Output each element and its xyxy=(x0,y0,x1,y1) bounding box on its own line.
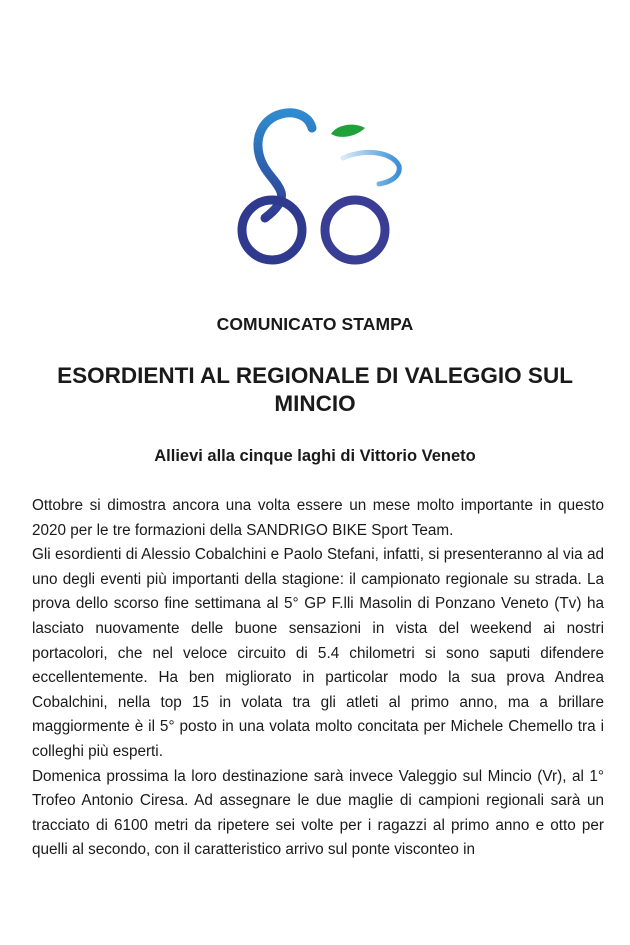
subheadline: Allievi alla cinque laghi di Vittorio Veneto xyxy=(154,447,476,465)
cyclist-logo-icon xyxy=(215,100,415,280)
team-logo xyxy=(0,100,630,280)
paragraph: Domenica prossima la loro destinazione sarà invece Valeggio sul Mincio (Vr), al 1° Trofeo Antonio Ciresa. Ad assegnare le due maglie di campioni regionali sarà un tracciato di 6100 metri da ripetere sei volte per i ragazzi al primo anno e otto per quelli al secondo, con il caratteristico arrivo sul ponte visconteo in xyxy=(32,767,604,859)
press-release-label: COMUNICATO STAMPA xyxy=(216,314,414,334)
paragraph: Gli esordienti di Alessio Cobalchini e Paolo Stefani, infatti, si presenteranno al via ad uno degli eventi più importanti della stagione: il campionato regionale su strada. La prova dello scorso fine settimana al 5° GP F.lli Masolin di Ponzano Veneto (Tv) ha lasciato nuovamente delle buone sensazioni in vista del weekend ai nostri portacolori, che nel veloce circuito di 5.4 chilometri si sono saputi difendere eccellentemente. Ha ben migliorato in particolar modo la sua prova Andrea Cobalchini, nella top 15 in volata tra gli atleti al primo anno, ma a brillare maggiormente è il 5° posto in una volata molto concitata per Michele Chemello tra i colleghi più esperti. xyxy=(32,546,604,760)
headline: ESORDIENTI AL REGIONALE DI VALEGGIO SUL MINCIO xyxy=(57,363,573,416)
article-body xyxy=(32,494,604,863)
paragraph: Ottobre si dimostra ancora una volta essere un mese molto importante in questo 2020 per le tre formazioni della SANDRIGO BIKE Sport Team. xyxy=(32,497,604,539)
